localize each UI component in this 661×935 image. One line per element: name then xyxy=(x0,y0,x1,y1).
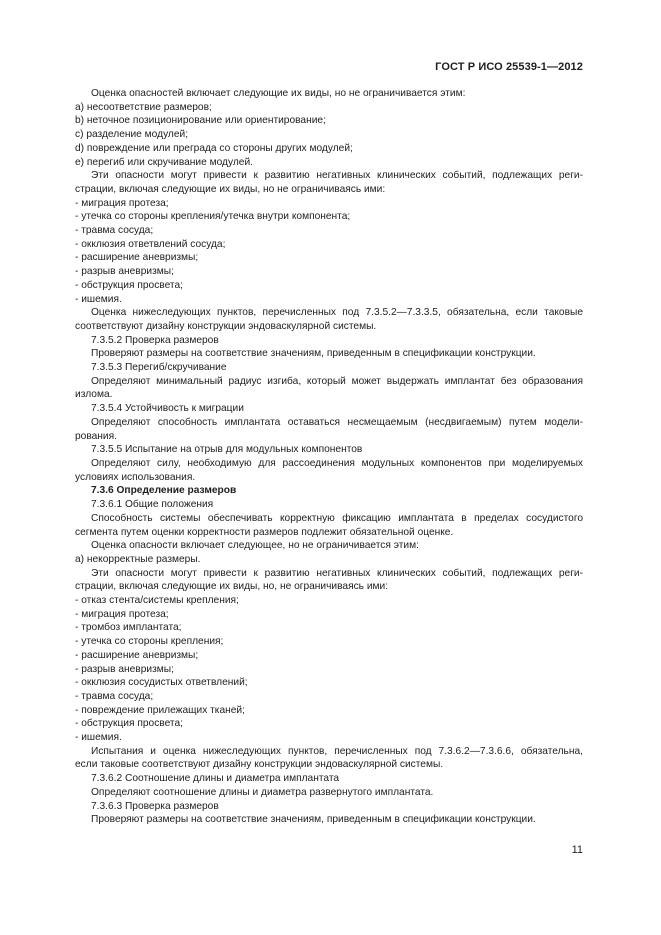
list-item-text: - утечка со стороны крепления; xyxy=(75,636,224,648)
list-item xyxy=(75,142,583,156)
list-item-text: - травма сосуда; xyxy=(75,225,154,237)
paragraph-line: Определяют силу, необходимую для рассоединения модульных компонентов при моделируемых xyxy=(91,457,583,469)
list-item-text: - ишемия. xyxy=(75,293,122,305)
list-item xyxy=(75,649,583,663)
paragraph xyxy=(75,402,583,416)
paragraph xyxy=(75,361,583,375)
document-header: ГОСТ Р ИСО 25539-1—2012 xyxy=(435,61,583,73)
list-item xyxy=(75,156,583,170)
paragraph xyxy=(75,512,583,539)
paragraph xyxy=(75,745,583,772)
list-item xyxy=(75,238,583,252)
paragraph xyxy=(75,539,583,553)
paragraph-line: Оценка опасности включает следующее, но не ограничивается этим: xyxy=(91,540,419,552)
list-item-text: - окклюзия сосудистых ответвлений; xyxy=(75,677,248,689)
paragraph-line: Оценка опасностей включает следующие их виды, но не ограничивается этим: xyxy=(91,88,466,99)
list-item xyxy=(75,265,583,279)
paragraph-line: 7.3.5.5 Испытание на отрыв для модульных компонентов xyxy=(91,444,363,456)
list-item xyxy=(75,608,583,622)
list-item xyxy=(75,663,583,677)
list-item-text: - ишемия. xyxy=(75,732,122,744)
list-item-text: - миграция протеза; xyxy=(75,197,169,209)
list-item-text: - расширение аневризмы; xyxy=(75,649,199,661)
paragraph-line: 7.3.6.2 Соотношение длины и диаметра имплантата xyxy=(91,773,340,785)
list-item xyxy=(75,690,583,704)
list-item-text: d) повреждение или преграда со стороны других модулей; xyxy=(75,142,353,154)
list-item-text: b) неточное позиционирование или ориентирование; xyxy=(75,115,326,127)
paragraph-line: Проверяют размеры на соответствие значениям, приведенным в спецификации конструкции. xyxy=(91,814,536,826)
paragraph xyxy=(75,416,583,443)
list-item-text: а) некорректные размеры. xyxy=(75,553,201,565)
paragraph-line: соответствуют дизайну конструкции эндоваскулярной системы. xyxy=(75,320,377,332)
paragraph-line: Эти опасности могут привести к развитию негативных клинических событий, подлежащих реги- xyxy=(91,567,583,579)
list-item-text: - утечка со стороны крепления/утечка внутри компонента; xyxy=(75,211,351,223)
list-item-text: - разрыв аневризмы; xyxy=(75,266,174,278)
list-item xyxy=(75,128,583,142)
paragraph-line: 7.3.5.3 Перегиб/скручивание xyxy=(91,362,227,374)
paragraph-line: Определяют минимальный радиус изгиба, который может выдержать имплантат без образования xyxy=(91,375,583,387)
paragraph-line: страции, включая следующие их виды, но, не ограничиваясь ими: xyxy=(75,581,389,593)
paragraph-line: Способность системы обеспечивать корректную фиксацию имплантата в пределах сосудистого xyxy=(91,512,583,524)
paragraph-line: 7.3.6.3 Проверка размеров xyxy=(91,800,219,812)
paragraph xyxy=(75,443,583,457)
list-item xyxy=(75,224,583,238)
paragraph-line: Оценка нижеследующих пунктов, перечисленных под 7.3.5.2—7.3.3.5, обязательна, если таковые xyxy=(91,307,583,319)
list-item-text: - повреждение прилежащих тканей; xyxy=(75,704,245,716)
list-item xyxy=(75,704,583,718)
list-item-text: - травма сосуда; xyxy=(75,690,154,702)
list-item-text: - отказ стента/системы крепления; xyxy=(75,595,239,607)
page-number: 11 xyxy=(571,844,583,856)
paragraph-line: Определяют соотношение длины и диаметра развернутого имплантата. xyxy=(91,786,434,798)
paragraph-line: 7.3.5.2 Проверка размеров xyxy=(91,334,219,346)
paragraph-line: Определяют способность имплантата оставаться несмещаемым (несдвигаемым) путем модели- xyxy=(91,416,583,428)
paragraph xyxy=(75,347,583,361)
list-item xyxy=(75,251,583,265)
section-heading xyxy=(75,484,583,498)
list-item xyxy=(75,293,583,307)
paragraph xyxy=(75,567,583,594)
paragraph-line: Проверяют размеры на соответствие значениям, приведенным в спецификации конструкции. xyxy=(91,348,536,360)
paragraph-line: Испытания и оценка нижеследующих пунктов, перечисленных под 7.3.6.2—7.3.6.6, обязательна, xyxy=(91,745,583,757)
list-item xyxy=(75,717,583,731)
paragraph-line: рования. xyxy=(75,430,117,442)
list-item xyxy=(75,114,583,128)
paragraph xyxy=(75,169,583,196)
list-item-text: - обструкция просвета; xyxy=(75,279,183,291)
list-item-text: е) перегиб или скручивание модулей. xyxy=(75,156,253,168)
list-item-text: - обструкция просвета; xyxy=(75,718,183,730)
paragraph xyxy=(75,457,583,484)
list-item xyxy=(75,635,583,649)
paragraph xyxy=(75,800,583,814)
list-item-text: c) разделение модулей; xyxy=(75,129,189,141)
paragraph xyxy=(75,813,583,827)
list-item-text: - разрыв аневризмы; xyxy=(75,663,174,675)
paragraph xyxy=(75,87,583,101)
heading-text: 7.3.6 Определение размеров xyxy=(91,485,237,497)
list-item-text: - тромбоз имплантата; xyxy=(75,622,182,634)
paragraph-line: 7.3.5.4 Устойчивость к миграции xyxy=(91,403,244,415)
list-item xyxy=(75,197,583,211)
paragraph-line: сегмента путем оценки корректности размеров подлежит обязательной оценке. xyxy=(75,526,454,538)
paragraph-line: если таковые соответствуют дизайну конструкции эндоваскулярной системы. xyxy=(75,759,444,771)
paragraph-line: излома. xyxy=(75,389,113,401)
list-item-text: - окклюзия ответвлений сосуда; xyxy=(75,238,226,250)
paragraph-line: условиях использования. xyxy=(75,471,196,483)
document-body xyxy=(75,87,583,827)
paragraph-line: 7.3.6.1 Общие положения xyxy=(91,499,214,511)
paragraph xyxy=(75,375,583,402)
list-item xyxy=(75,731,583,745)
paragraph-line: страции, включая следующие их виды, но не ограничиваясь ими: xyxy=(75,183,386,195)
paragraph-line: Эти опасности могут привести к развитию негативных клинических событий, подлежащих реги- xyxy=(91,170,583,182)
list-item-text: - расширение аневризмы; xyxy=(75,252,199,264)
paragraph xyxy=(75,786,583,800)
list-item xyxy=(75,621,583,635)
paragraph xyxy=(75,334,583,348)
list-item xyxy=(75,210,583,224)
paragraph xyxy=(75,498,583,512)
list-item xyxy=(75,279,583,293)
list-item xyxy=(75,553,583,567)
paragraph xyxy=(75,772,583,786)
list-item xyxy=(75,594,583,608)
list-item xyxy=(75,101,583,115)
list-item xyxy=(75,676,583,690)
list-item-text: а) несоответствие размеров; xyxy=(75,101,212,113)
list-item-text: - миграция протеза; xyxy=(75,608,169,620)
paragraph xyxy=(75,306,583,333)
